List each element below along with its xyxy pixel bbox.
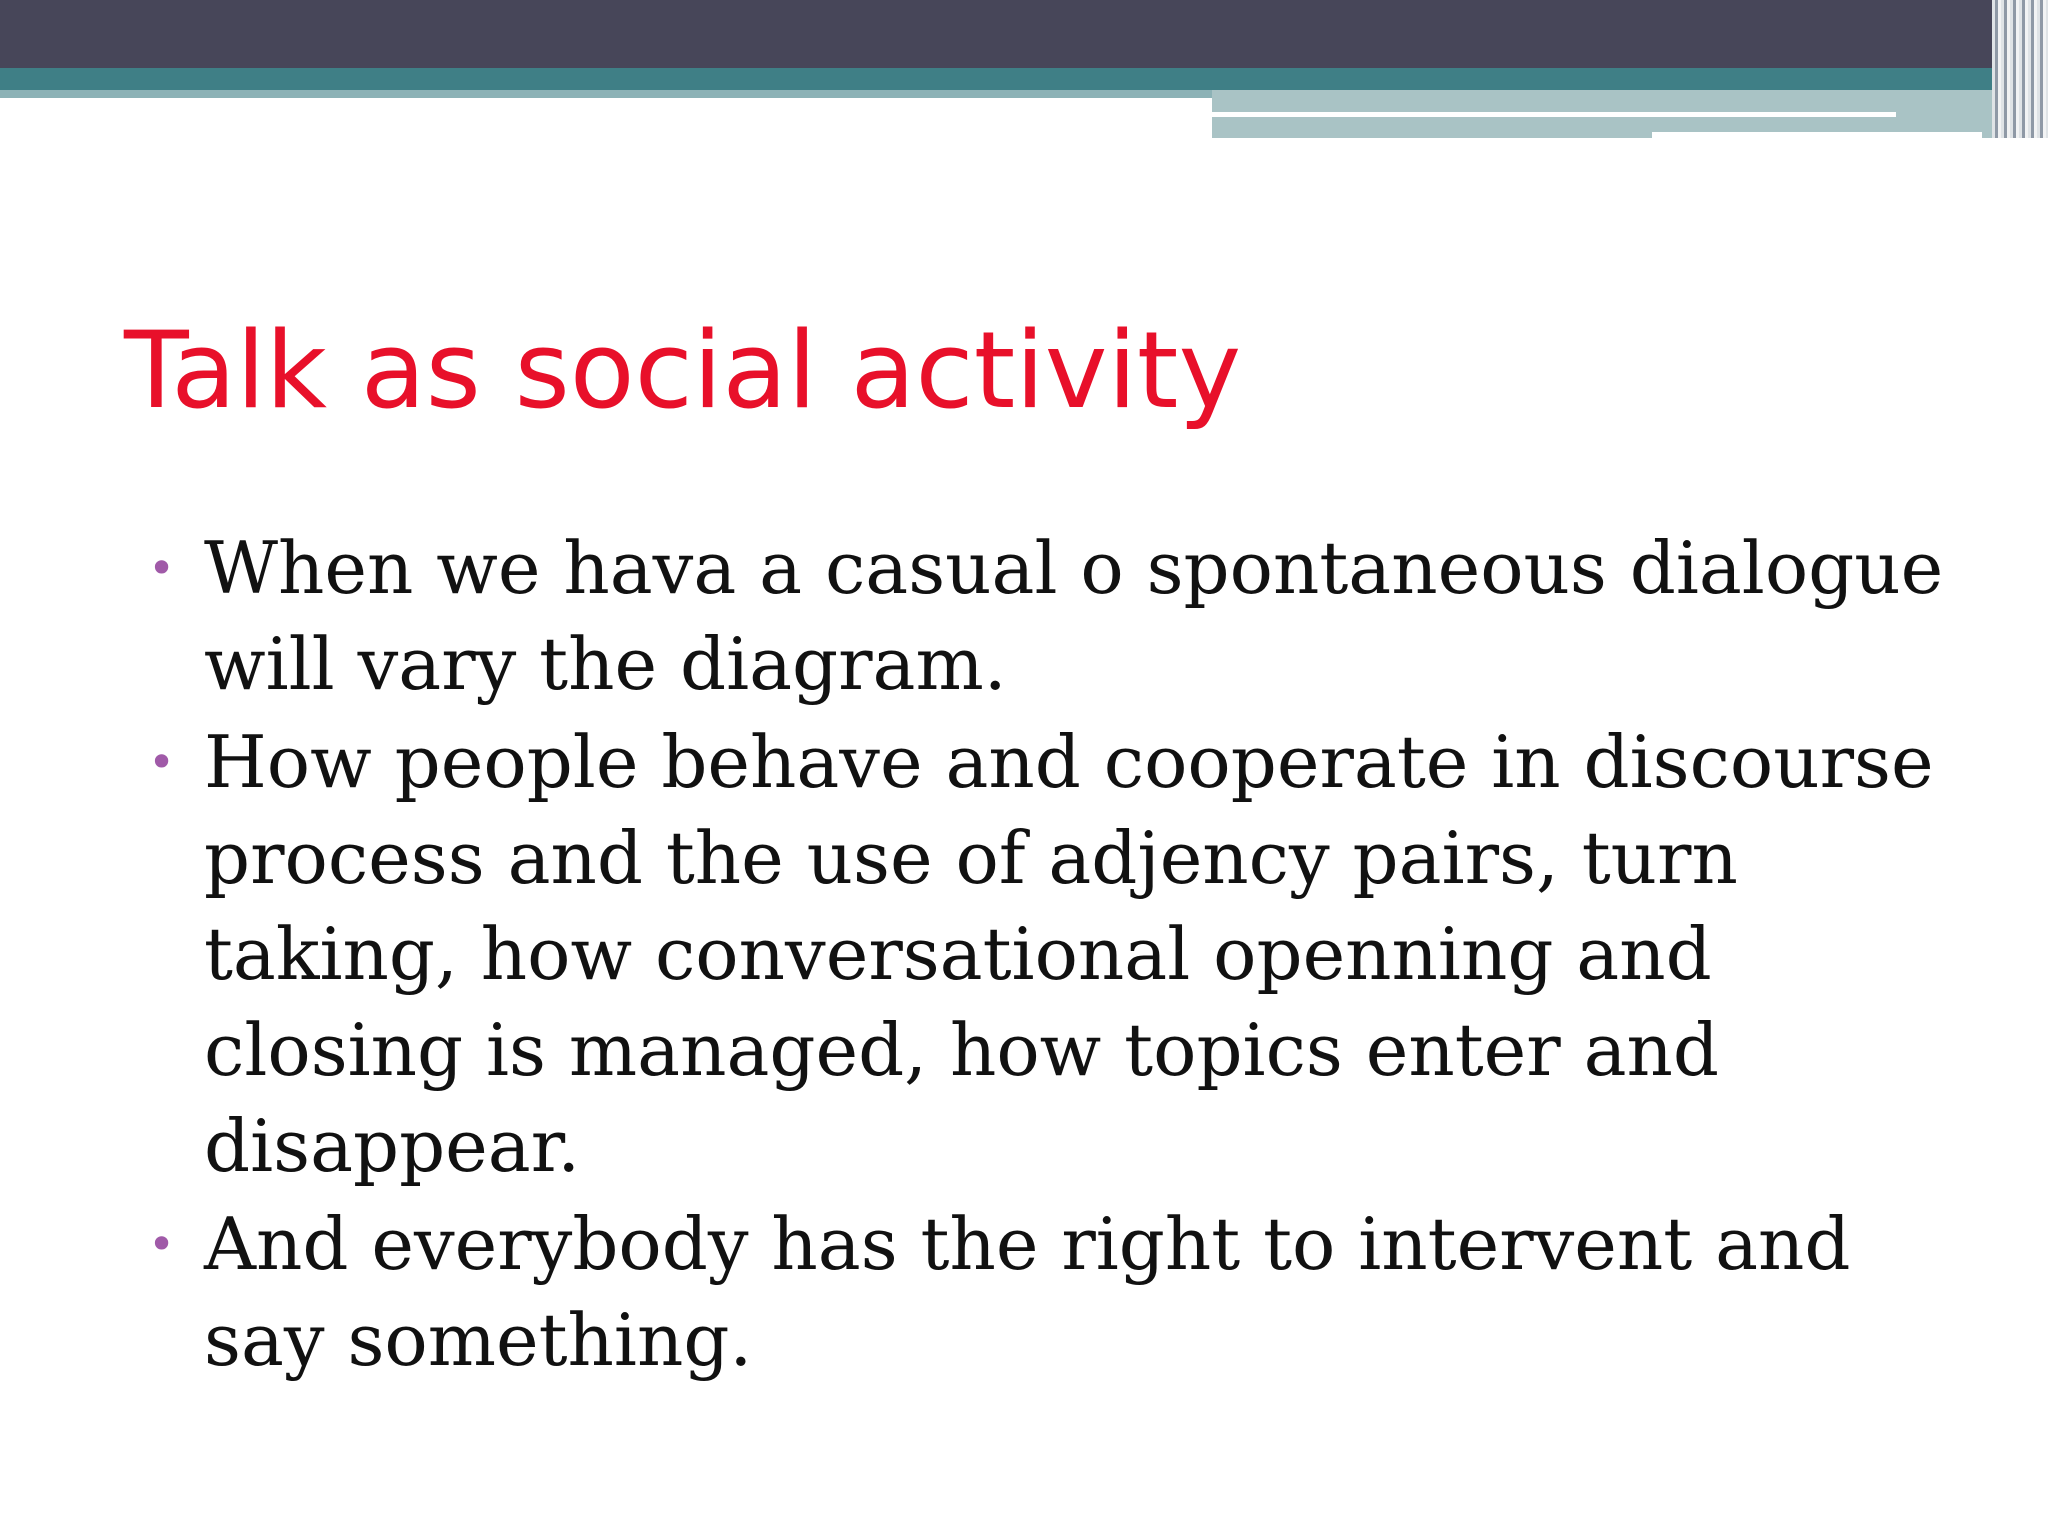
header-dark-bar <box>0 0 2048 68</box>
bullet-text: How people behave and cooperate in discourse process and the use of adjency pairs, turn taking, how conversational openning and closing is managed, how topics enter and disappear. <box>204 720 1934 1188</box>
bullet-item <box>148 520 1948 712</box>
bullet-icon: • <box>148 541 176 595</box>
header-white-line <box>1212 112 1896 117</box>
bullet-icon: • <box>148 735 176 789</box>
bullet-text: And everybody has the right to intervent and say something. <box>204 1202 1851 1382</box>
header-teal-bar <box>0 68 2048 90</box>
header-white-strip <box>1652 132 1982 138</box>
bullet-icon: • <box>148 1217 176 1271</box>
header-light-strip-left <box>0 90 1212 98</box>
bullet-item <box>148 714 1948 1194</box>
header-edge-stripes <box>1992 0 2048 138</box>
slide-title: Talk as social activity <box>124 309 1242 432</box>
bullet-text: When we hava a casual o spontaneous dialogue will vary the diagram. <box>204 526 1944 706</box>
bullet-list <box>148 520 1948 1390</box>
bullet-item <box>148 1196 1948 1388</box>
